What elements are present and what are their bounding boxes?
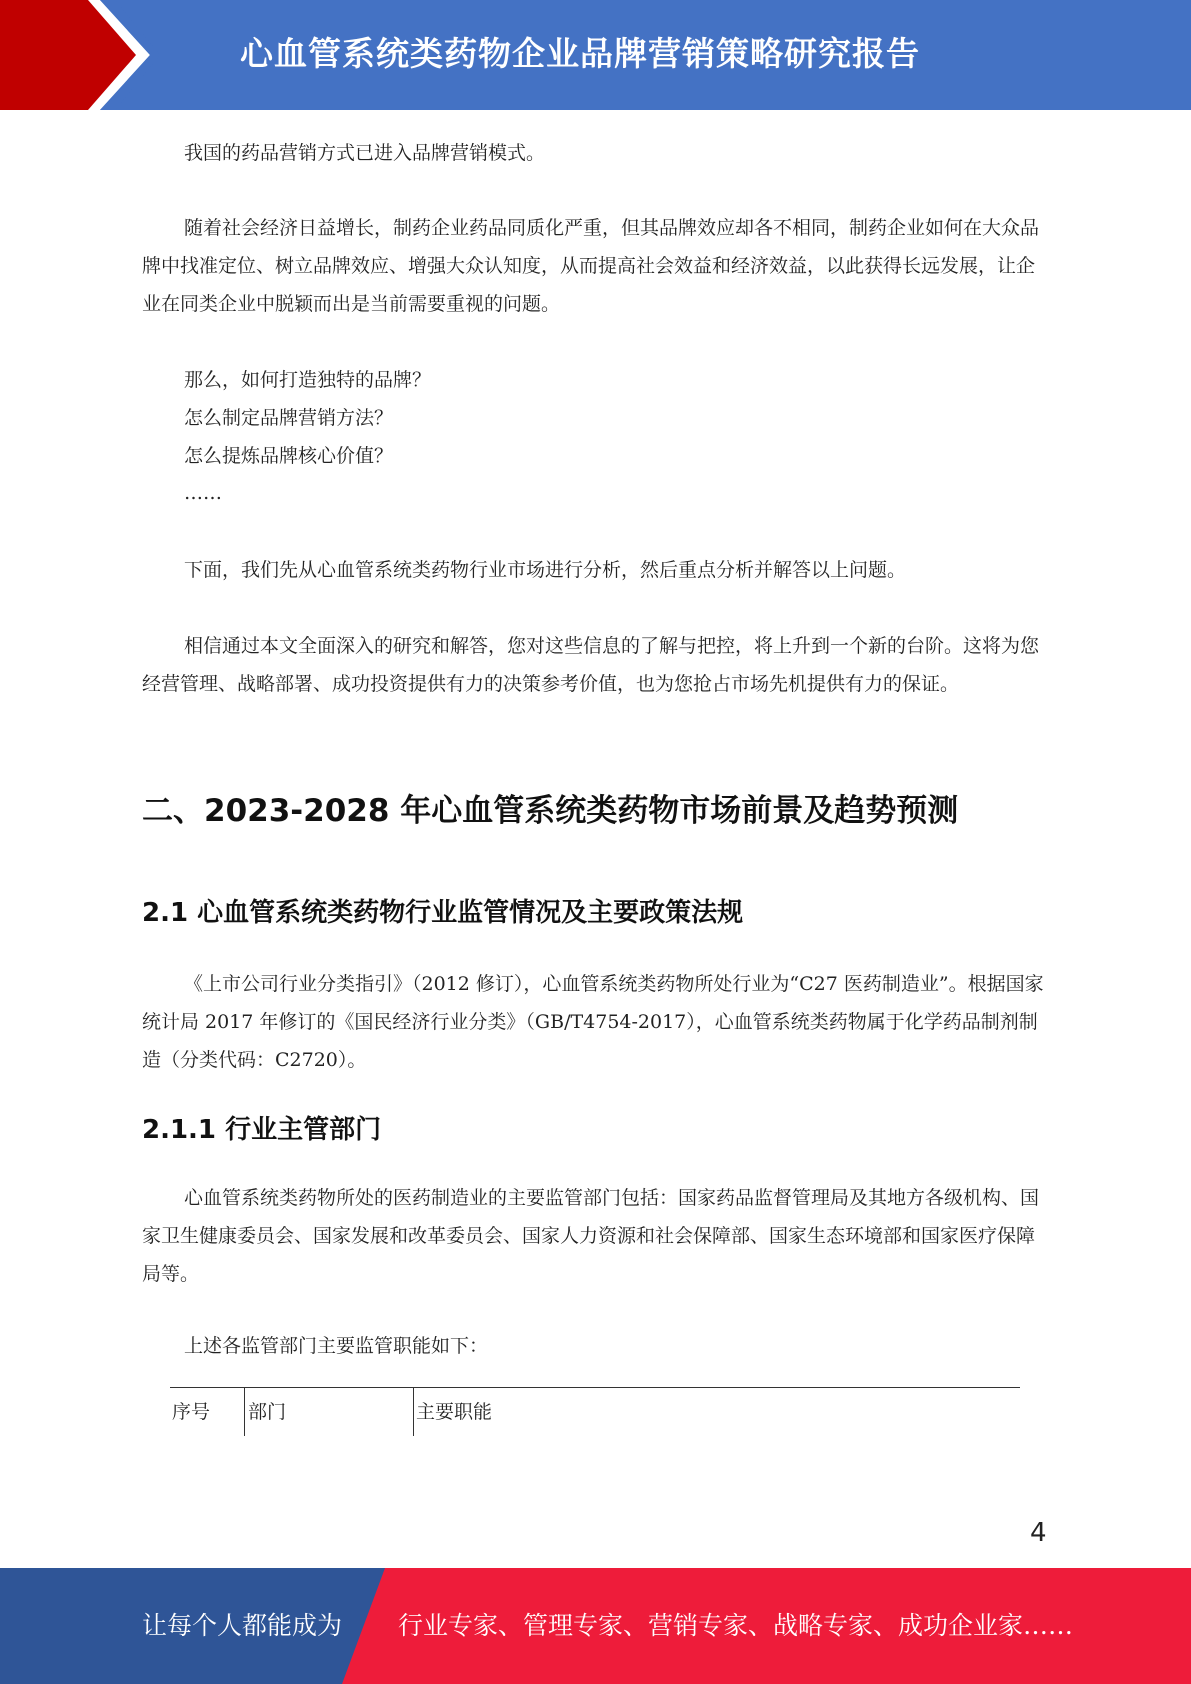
subsection-heading: 2.1 心血管系统类药物行业监管情况及主要政策法规 bbox=[142, 898, 744, 928]
question-2: 怎么制定品牌营销方法？ bbox=[184, 407, 394, 429]
value-paragraph: 相信通过本文全面深入的研究和解答，您对这些信息的了解与把控，将上升到一个新的台阶。这将为您经营管理、战略部署、成功投资提供有力的决策参考价值，也为您抢占市场先机提供有力的保证。 bbox=[142, 635, 1040, 695]
ellipsis: …… bbox=[184, 482, 222, 504]
intro-paragraph: 我国的药品营销方式已进入品牌营销模式。 bbox=[184, 142, 546, 164]
classification-paragraph: 《上市公司行业分类指引》（2012 修订），心血管系统类药物所处行业为“C27 医药制造业”。根据国家统计局 2017 年修订的《国民经济行业分类》（GB/T4754-2017），心血管系统类药物属于化学药品制剂制造（分类代码：C2720）。 bbox=[142, 973, 1044, 1071]
table-header-index: 序号 bbox=[172, 1401, 211, 1423]
question-3: 怎么提炼品牌核心价值？ bbox=[184, 445, 394, 467]
regulator-table bbox=[170, 1387, 1020, 1436]
footer-slogan-left: 让每个人都能成为 bbox=[142, 1611, 343, 1640]
context-paragraph: 随着社会经济日益增长，制药企业药品同质化严重，但其品牌效应却各不相同，制药企业如何在大众品牌中找准定位、树立品牌效应、增强大众认知度，从而提高社会效益和经济效益，以此获得长远发展，让企业在同类企业中脱颖而出是当前需要重视的问题。 bbox=[142, 217, 1040, 315]
table-header-duties: 主要职能 bbox=[416, 1401, 493, 1423]
question-1: 那么，如何打造独特的品牌？ bbox=[184, 369, 432, 391]
report-title: 心血管系统类药物企业品牌营销策略研究报告 bbox=[240, 34, 920, 73]
page-footer bbox=[0, 1568, 1191, 1684]
table-header-department: 部门 bbox=[248, 1401, 287, 1423]
page-header bbox=[0, 0, 1191, 110]
footer-slogan-right: 行业专家、管理专家、营销专家、战略专家、成功企业家…… bbox=[398, 1611, 1074, 1640]
table-intro: 上述各监管部门主要监管职能如下： bbox=[184, 1335, 489, 1357]
analysis-paragraph: 下面，我们先从心血管系统类药物行业市场进行分析，然后重点分析并解答以上问题。 bbox=[184, 559, 907, 581]
regulators-paragraph: 心血管系统类药物所处的医药制造业的主要监管部门包括：国家药品监督管理局及其地方各级机构、国家卫生健康委员会、国家发展和改革委员会、国家人力资源和社会保障部、国家生态环境部和国家医疗保障局等。 bbox=[142, 1187, 1040, 1285]
subsubsection-heading: 2.1.1 行业主管部门 bbox=[142, 1115, 382, 1145]
section-heading: 二、2023-2028 年心血管系统类药物市场前景及趋势预测 bbox=[142, 793, 959, 829]
header-red-chevron-icon bbox=[0, 0, 160, 110]
page-number: 4 bbox=[1030, 1518, 1047, 1548]
table-divider bbox=[244, 1388, 245, 1436]
table-divider bbox=[413, 1388, 414, 1436]
